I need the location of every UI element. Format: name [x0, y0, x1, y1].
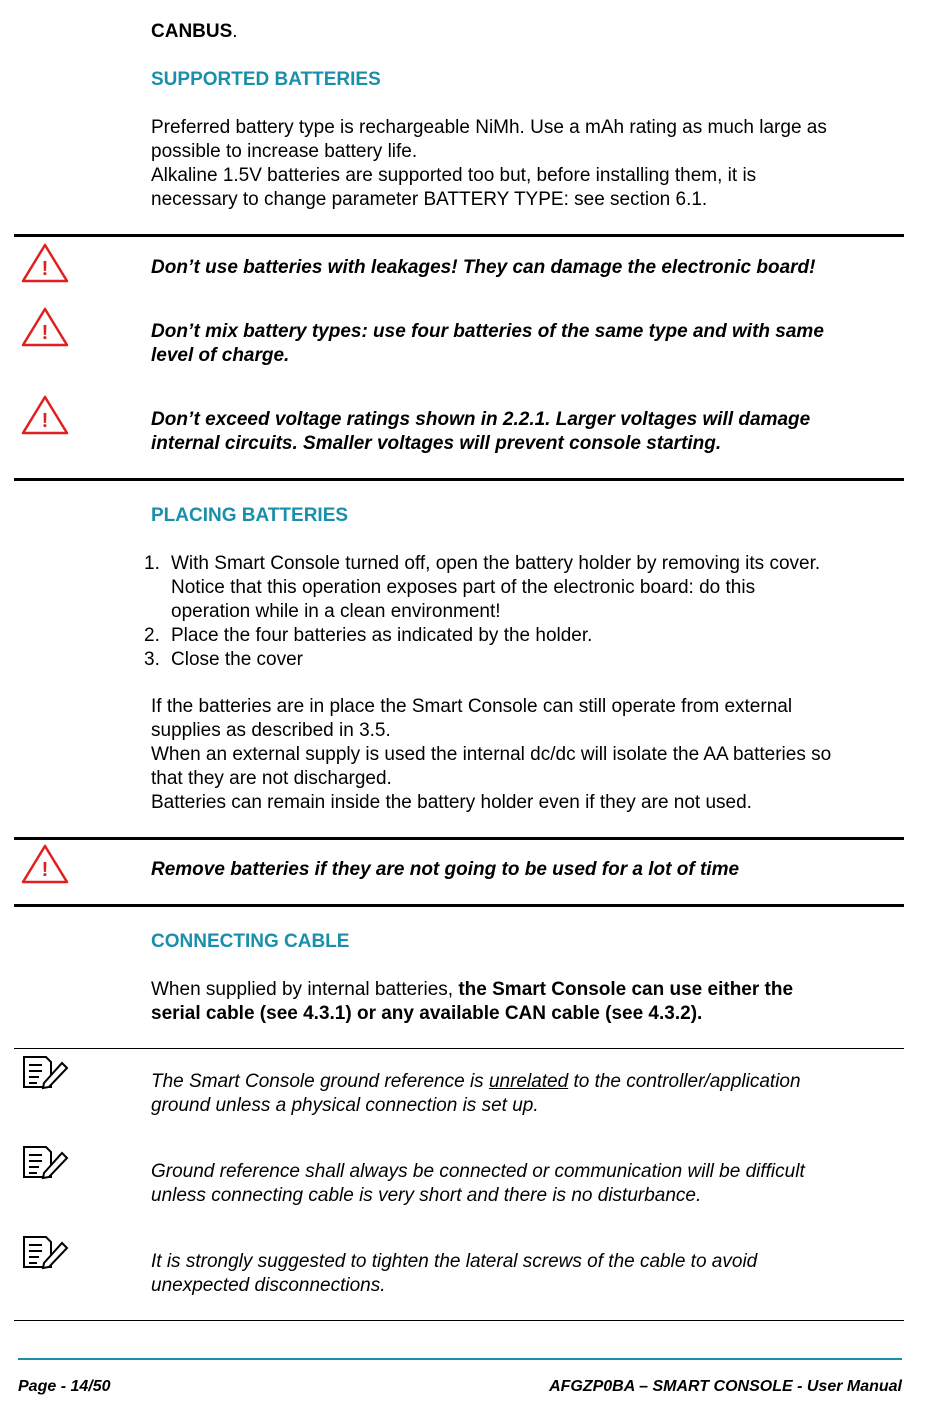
step-line: operation while in a clean environment! — [171, 601, 501, 622]
svg-text:!: ! — [41, 258, 49, 280]
canbus-word: CANBUS — [151, 21, 233, 42]
note-pre: The Smart Console ground reference is — [151, 1071, 489, 1092]
section-heading-supported: SUPPORTED BATTERIES — [151, 69, 381, 90]
divider — [14, 1320, 904, 1321]
warning-item — [151, 256, 815, 280]
warning-text: Remove batteries if they are not going to be used for a lot of time — [151, 859, 740, 880]
paragraph-line: that they are not discharged. — [151, 768, 392, 789]
divider — [14, 1048, 904, 1049]
warning-text: level of charge. — [151, 345, 290, 366]
svg-text:!: ! — [41, 859, 49, 881]
divider — [14, 234, 904, 237]
warning-triangle-icon — [20, 242, 70, 284]
paragraph-line: possible to increase battery life. — [151, 141, 418, 162]
paragraph-line: Alkaline 1.5V batteries are supported too but, before installing them, it is — [151, 165, 757, 186]
list-item — [144, 552, 820, 624]
intro-plain: When supplied by internal batteries, — [151, 979, 459, 1000]
note-text: Ground reference shall always be connected or communication will be difficult — [151, 1161, 805, 1182]
divider — [14, 478, 904, 481]
note-text: unless connecting cable is very short and there is no disturbance. — [151, 1185, 702, 1206]
step-number: 1. — [144, 553, 160, 574]
note-text: ground unless a physical connection is set up. — [151, 1095, 539, 1116]
note-text: It is strongly suggested to tighten the lateral screws of the cable to avoid — [151, 1251, 758, 1272]
paragraph-line: necessary to change parameter BATTERY TYPE: see section 6.1. — [151, 189, 708, 210]
paragraph-line: When an external supply is used the internal dc/dc will isolate the AA batteries so — [151, 744, 832, 765]
paragraph-line: supplies as described in 3.5. — [151, 720, 391, 741]
note-text — [151, 1070, 801, 1094]
warning-text: Don’t exceed voltage ratings shown in 2.2.1. Larger voltages will damage — [151, 409, 811, 430]
canbus-period: . — [232, 21, 238, 42]
divider — [14, 904, 904, 907]
warning-triangle-icon — [20, 306, 70, 348]
warning-text: Don’t mix battery types: use four batteries of the same type and with same — [151, 321, 824, 342]
supported-paragraph — [151, 116, 827, 212]
placing-paragraph — [151, 695, 831, 815]
step-line: Place the four batteries as indicated by the holder. — [171, 625, 593, 646]
paragraph-line: If the batteries are in place the Smart Console can still operate from external — [151, 696, 793, 717]
note-pencil-icon — [20, 1053, 70, 1091]
note-item — [151, 1070, 801, 1118]
connecting-paragraph — [151, 978, 793, 1026]
step-number: 2. — [144, 625, 160, 646]
section-heading-connecting: CONNECTING CABLE — [151, 931, 350, 952]
document-title: AFGZP0BA – SMART CONSOLE - User Manual — [549, 1378, 902, 1395]
paragraph-line — [151, 1002, 793, 1026]
warning-text: internal circuits. Smaller voltages will prevent console starting. — [151, 433, 722, 454]
step-line: With Smart Console turned off, open the battery holder by removing its cover. — [171, 553, 821, 574]
paragraph-line: Batteries can remain inside the battery holder even if they are not used. — [151, 792, 752, 813]
intro-bold: the Smart Console can use either the — [458, 979, 794, 1000]
section-heading-placing: PLACING BATTERIES — [151, 505, 349, 526]
paragraph-line: Preferred battery type is rechargeable NiMh. Use a mAh rating as much large as — [151, 117, 827, 138]
note-underlined: unrelated — [488, 1071, 569, 1092]
list-item — [144, 648, 820, 672]
paragraph-line — [151, 978, 793, 1002]
step-line: Notice that this operation exposes part of the electronic board: do this — [171, 577, 756, 598]
svg-text:!: ! — [41, 410, 49, 432]
warning-item — [151, 320, 824, 368]
divider — [14, 837, 904, 840]
note-pencil-icon — [20, 1233, 70, 1271]
warning-text: Don’t use batteries with leakages! They can damage the electronic board! — [151, 257, 816, 278]
step-number: 3. — [144, 649, 160, 670]
warning-triangle-icon — [20, 394, 70, 436]
list-item — [144, 624, 820, 648]
note-text: unexpected disconnections. — [151, 1275, 386, 1296]
note-post: to the controller/application — [568, 1071, 801, 1092]
warning-triangle-icon — [20, 843, 70, 885]
steps-list — [144, 552, 820, 672]
warning-item — [151, 408, 810, 456]
note-pencil-icon — [20, 1143, 70, 1181]
step-line: Close the cover — [171, 649, 304, 670]
note-item — [151, 1250, 757, 1298]
note-item — [151, 1160, 805, 1208]
footer-rule — [18, 1358, 902, 1360]
top-fragment — [151, 20, 238, 44]
intro-bold: serial cable (see 4.3.1) or any available CAN cable (see 4.3.2). — [151, 1003, 703, 1024]
svg-text:!: ! — [41, 322, 49, 344]
page-number: Page - 14/50 — [18, 1378, 111, 1395]
